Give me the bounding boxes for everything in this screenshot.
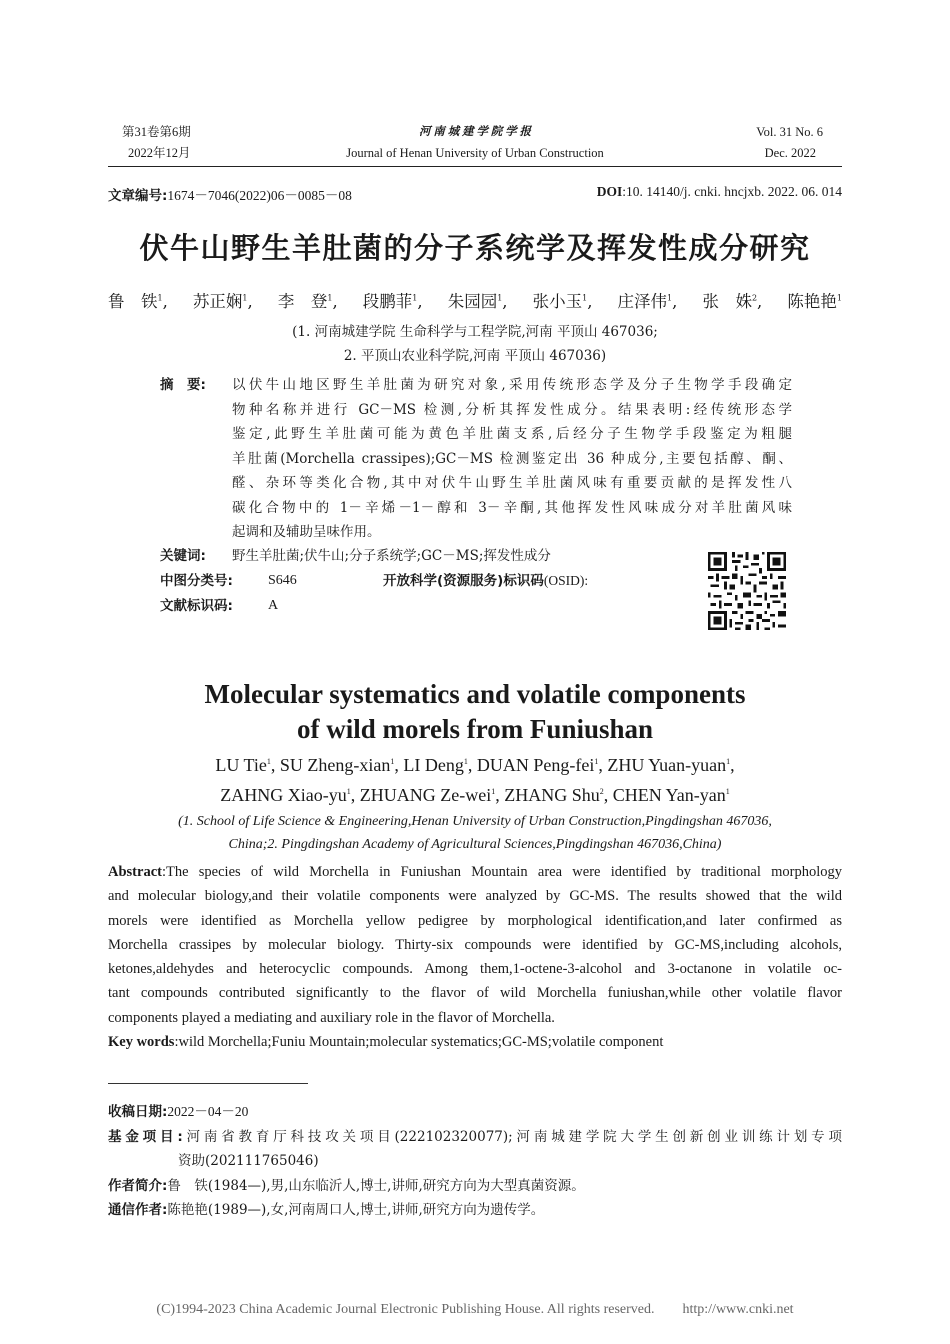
author-en: ZHU Yuan-yuan$^1$, bbox=[607, 755, 735, 775]
abstract-en bbox=[108, 860, 842, 1054]
author-cn: 李 登$^1$, bbox=[277, 292, 338, 311]
authors-en-line bbox=[108, 750, 842, 780]
author-en: SU Zheng-xian$^1$, bbox=[279, 755, 399, 775]
author-cn: 张小玉$^1$, bbox=[532, 292, 593, 311]
affiliation-en-line: (1. School of Life Science & Engineering,Henan University of Urban Construction,Pingdingshan 467036, bbox=[178, 814, 772, 829]
doc-code-label: 文献标识码: bbox=[160, 598, 233, 614]
journal-name-cn: 河 南 城 建 学 院 学 报 bbox=[418, 126, 532, 138]
keywords-cn: 野生羊肚菌;伏牛山;分子系统学;GC－MS;挥发性成分 bbox=[232, 548, 551, 564]
abstract-cn-line: 物种名称并进行 GC－MS 检测,分析其挥发性成分。结果表明:经传统形态学 bbox=[232, 401, 792, 418]
abstract-cn-line: 以伏牛山地区野生羊肚菌为研究对象,采用传统形态学及分子生物学手段确定 bbox=[232, 377, 792, 393]
abstract-cn-line: 羊肚菌(Morchella crassipes);GC－MS 检测鉴定出 36 种成分,主要包括醇、酮、 bbox=[232, 450, 792, 467]
authors-en-line bbox=[108, 780, 842, 810]
keywords-cn-label: 关键词: bbox=[160, 548, 206, 564]
authors-en bbox=[108, 750, 842, 810]
doi bbox=[520, 184, 842, 200]
abstract-en-label: Abstract bbox=[108, 864, 162, 880]
footnote-rule bbox=[108, 1083, 308, 1084]
date-cn: 2022年12月 bbox=[128, 146, 191, 160]
fund: 基金项目:河南省教育厅科技攻关项目(222102320077);河南城建学院大学生创新创业训练计划专项 bbox=[108, 1128, 842, 1145]
abstract-cn-line: 起调和及辅助呈味作用。 bbox=[232, 524, 381, 540]
article-id-value: 1674－7046(2022)06－0085－08 bbox=[167, 188, 352, 203]
affiliation-cn-line: 2. 平顶山农业科学院,河南 平顶山 467036) bbox=[343, 348, 607, 364]
author-cn: 朱园园$^1$, bbox=[447, 292, 508, 311]
volume-issue-cn: 第31卷第6期 bbox=[122, 125, 191, 139]
author-bio: 作者简介:鲁 铁(1984—),男,山东临沂人,博士,讲师,研究方向为大型真菌资源。 bbox=[108, 1177, 585, 1194]
article-id bbox=[108, 184, 352, 204]
date-en: Dec. 2022 bbox=[764, 146, 816, 160]
affiliation-cn-line: (1. 河南城建学院 生命科学与工程学院,河南 平顶山 467036; bbox=[292, 324, 658, 340]
author-en: LU Tie$^1$, bbox=[215, 755, 276, 775]
abstract-cn-label: 摘 要: bbox=[160, 377, 206, 393]
received-date: 收稿日期:2022－04－20 bbox=[108, 1104, 249, 1120]
copyright: (C)1994-2023 China Academic Journal Electronic Publishing House. All rights reserved. http://www.cnki.net bbox=[156, 1302, 794, 1317]
abstract-en-line: Abstract:The species of wild Morchella in Funiushan Mountain area were identified by traditional morphology bbox=[108, 864, 842, 880]
author-en: ZHUANG Ze-wei$^1$, bbox=[359, 785, 500, 805]
keywords-en-label: Key words bbox=[108, 1034, 175, 1051]
affiliations-en bbox=[108, 810, 842, 856]
affiliation-en-line: China;2. Pingdingshan Academy of Agricultural Sciences,Pingdingshan 467036,China) bbox=[228, 837, 722, 852]
title-cn: 伏牛山野生羊肚菌的分子系统学及挥发性成分研究 bbox=[139, 231, 811, 265]
footnotes bbox=[108, 1100, 842, 1223]
volume-issue-en: Vol. 31 No. 6 bbox=[756, 125, 823, 139]
author-cn: 鲁 铁$^1$, bbox=[108, 292, 168, 311]
affiliations-cn bbox=[200, 320, 750, 368]
author-en: ZHANG Shu$^2$, bbox=[504, 785, 609, 805]
osid-value: (OSID): bbox=[543, 573, 589, 588]
keywords-en: Key words:wild Morchella;Funiu Mountain;molecular systematics;GC-MS;volatile component bbox=[108, 1034, 664, 1051]
author-cn: 段鹏菲$^1$, bbox=[362, 292, 423, 311]
author-en: CHEN Yan-yan$^1$ bbox=[612, 785, 730, 805]
fund-cont: 资助(202111765046) bbox=[178, 1153, 319, 1169]
osid bbox=[383, 569, 588, 594]
author-en: ZAHNG Xiao-$yu^1$, bbox=[220, 785, 356, 805]
osid-qr-code[interactable] bbox=[708, 552, 786, 630]
author-cn: 张 姝$^2$, bbox=[702, 292, 763, 311]
abstract-cn bbox=[232, 373, 792, 545]
author-cn: 苏正娴$^1$, bbox=[192, 292, 253, 311]
header-rule bbox=[108, 166, 842, 167]
abstract-cn-line: 鉴定,此野生羊肚菌可能为黄色羊肚菌支系,后经分子生物学手段鉴定为粗腿 bbox=[232, 426, 792, 442]
author-en: LI Deng$^1$, bbox=[403, 755, 473, 775]
title-en bbox=[108, 677, 842, 747]
clc-label: 中图分类号: bbox=[160, 573, 233, 589]
abstract-en-line: morels were identified as Morchella yellow pedigree by morphological identification,and later confirmed as bbox=[108, 912, 842, 929]
author-en: DUAN Peng-fei$^1$, bbox=[476, 755, 603, 775]
abstract-cn-line: 醛、杂环等类化合物,其中对伏牛山野生羊肚菌风味有重要贡献的是挥发性八 bbox=[232, 475, 792, 491]
article-id-label: 文章编号: bbox=[108, 188, 168, 204]
corresponding-author: 通信作者:陈艳艳(1989—),女,河南周口人,博士,讲师,研究方向为遗传学。 bbox=[108, 1202, 545, 1218]
abstract-en-line: ketones,aldehydes and heterocyclic compounds. Among them,1-octene-3-alcohol and 3-octanone in volatile oc- bbox=[108, 961, 842, 978]
doi-label: DOI bbox=[596, 184, 623, 199]
journal-name-en: Journal of Henan University of Urban Construction bbox=[346, 146, 604, 160]
doi-value: :10. 14140/j. cnki. hncjxb. 2022. 06. 014 bbox=[622, 184, 842, 199]
osid-label: 开放科学(资源服务)标识码 bbox=[383, 573, 544, 589]
abstract-en-line: tant compounds contributed significantly to the flavor of wild Morchella funiushan,while other volatile flavor bbox=[108, 985, 842, 1002]
author-cn: 陈艳艳$^1$ bbox=[787, 292, 842, 311]
abstract-en-line: and molecular biology,and their volatile components were analyzed by GC-MS. The results showed that the wild bbox=[108, 888, 842, 905]
author-cn: 庄泽伟$^1$, bbox=[617, 292, 678, 311]
title-en-line: of wild morels from Funiushan bbox=[296, 714, 654, 744]
abstract-en-line: Morchella crassipes by molecular biology. Thirty-six compounds were identified by GC-MS,including alcohols, bbox=[108, 936, 842, 953]
title-en-line: Molecular systematics and volatile components bbox=[204, 679, 746, 709]
authors-cn bbox=[108, 290, 842, 314]
doc-code-value: A bbox=[268, 598, 279, 613]
abstract-en-line: components played a mediating and auxiliary role in the flavor of Morchella. bbox=[108, 1009, 555, 1026]
clc-value: S646 bbox=[268, 573, 297, 588]
abstract-cn-line: 碳化合物中的 1－辛烯－1－醇和 3－辛酮,其他挥发性风味成分对羊肚菌风味 bbox=[232, 499, 792, 516]
